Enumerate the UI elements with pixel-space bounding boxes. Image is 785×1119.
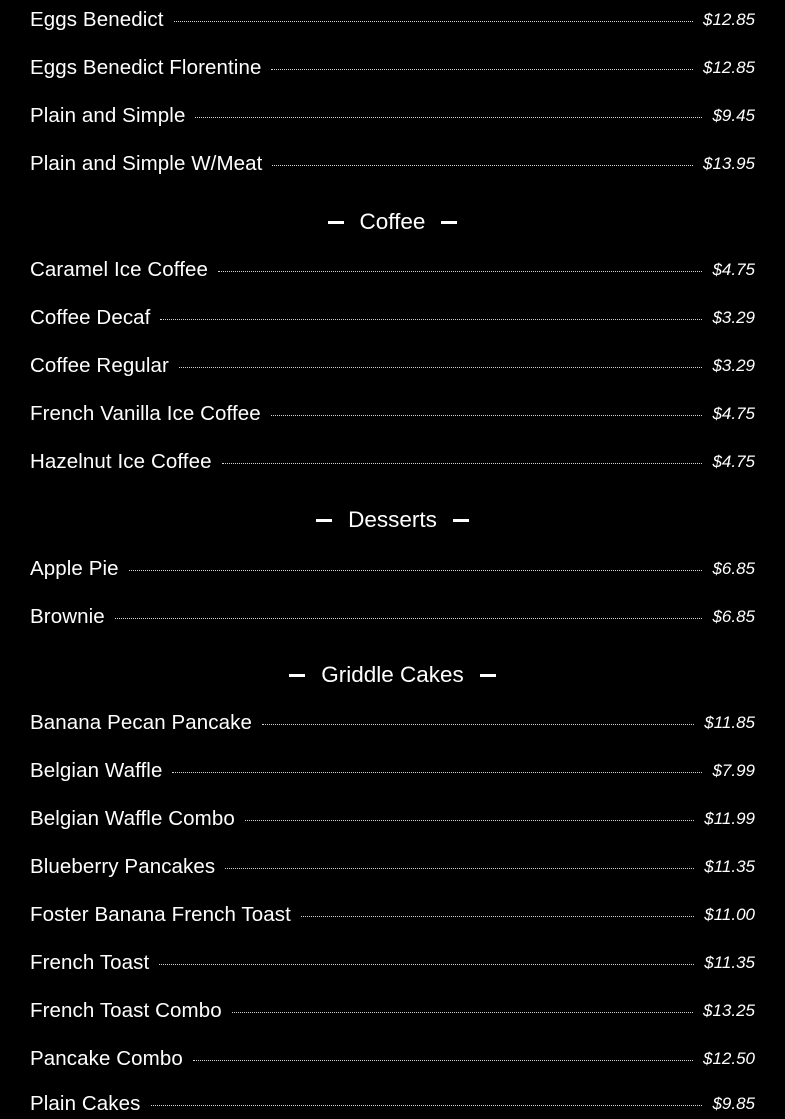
menu-item-name: Coffee Regular [30,354,169,377]
menu-item-name: Plain and Simple W/Meat [30,152,263,175]
dash-left [328,221,344,224]
menu-item-name: French Toast [30,951,150,974]
leader-dots [160,319,702,320]
menu-item-price: $6.85 [712,607,755,626]
menu-item[interactable] [30,852,755,882]
menu-item[interactable] [30,708,755,738]
menu-item-price: $4.75 [712,404,755,423]
menu-item[interactable] [30,804,755,834]
leader-dots [174,21,694,22]
menu-item[interactable] [30,149,755,179]
leader-dots [271,415,703,416]
menu-item-name: Brownie [30,605,105,628]
menu-item[interactable] [30,554,755,584]
menu-item-price: $3.29 [712,308,755,327]
menu-item-price: $11.35 [704,953,755,972]
menu-item-price: $12.50 [703,1049,755,1068]
menu-item-name: Foster Banana French Toast [30,903,291,926]
menu-item[interactable] [30,351,755,381]
leader-dots [271,69,693,70]
leader-dots [218,271,702,272]
menu-item[interactable] [30,53,755,83]
menu-item-name: Belgian Waffle Combo [30,807,235,830]
leader-dots [159,964,694,965]
leader-dots [193,1060,693,1061]
section-title: Coffee [359,209,426,234]
menu-item-price: $3.29 [712,356,755,375]
dash-right [453,519,469,522]
section-header-desserts [0,503,785,537]
menu-item-name: Belgian Waffle [30,759,163,782]
menu-item-name: Plain Cakes [30,1092,141,1115]
leader-dots [129,570,703,571]
menu-item-name: Eggs Benedict Florentine [30,56,262,79]
leader-dots [151,1105,703,1106]
menu-item-name: Eggs Benedict [30,8,164,31]
section-header-coffee [0,205,785,239]
leader-dots [245,820,694,821]
section-header-griddle-cakes [0,658,785,692]
dash-left [316,519,332,522]
menu-item-price: $11.00 [704,905,755,924]
menu-item[interactable] [30,303,755,333]
section-title: Desserts [348,507,437,532]
leader-dots [115,618,703,619]
leader-dots [222,463,703,464]
leader-dots [179,367,703,368]
menu-item[interactable] [30,900,755,930]
menu-item-price: $12.85 [703,10,755,29]
menu-item-name: Blueberry Pancakes [30,855,216,878]
menu-item[interactable] [30,101,755,131]
menu-item[interactable] [30,399,755,429]
menu-item-name: Coffee Decaf [30,306,151,329]
menu-item-price: $13.25 [703,1001,755,1020]
menu-item-name: French Toast Combo [30,999,222,1022]
menu-item-price: $13.95 [703,154,755,173]
menu-item[interactable] [30,948,755,978]
menu-item-price: $9.45 [712,106,755,125]
leader-dots [195,117,702,118]
dash-left [289,674,305,677]
menu-item-name: Pancake Combo [30,1047,183,1070]
menu-item[interactable] [30,996,755,1026]
menu-item[interactable] [30,5,755,35]
menu-item-name: Plain and Simple [30,104,186,127]
leader-dots [301,916,694,917]
menu-item-price: $7.99 [712,761,755,780]
menu-item-name: Hazelnut Ice Coffee [30,450,212,473]
menu-item-price: $6.85 [712,559,755,578]
dash-right [480,674,496,677]
section-title: Griddle Cakes [321,662,464,687]
menu-item-price: $11.35 [704,857,755,876]
menu-item[interactable] [30,255,755,285]
menu-item-price: $11.99 [704,809,755,828]
leader-dots [172,772,702,773]
menu-item-price: $12.85 [703,58,755,77]
menu-item-price: $4.75 [712,260,755,279]
menu-item[interactable] [30,756,755,786]
menu-item[interactable] [30,1044,755,1074]
leader-dots [262,724,694,725]
menu-item[interactable] [30,447,755,477]
menu-item-name: French Vanilla Ice Coffee [30,402,261,425]
menu-item[interactable] [30,1089,755,1119]
dash-right [441,221,457,224]
menu-item-name: Banana Pecan Pancake [30,711,252,734]
menu-item-price: $11.85 [704,713,755,732]
menu-item-price: $9.85 [712,1094,755,1113]
leader-dots [225,868,694,869]
menu-item-name: Caramel Ice Coffee [30,258,209,281]
menu-item[interactable] [30,602,755,632]
leader-dots [232,1012,693,1013]
menu-item-price: $4.75 [712,452,755,471]
menu-item-name: Apple Pie [30,557,119,580]
leader-dots [272,165,693,166]
